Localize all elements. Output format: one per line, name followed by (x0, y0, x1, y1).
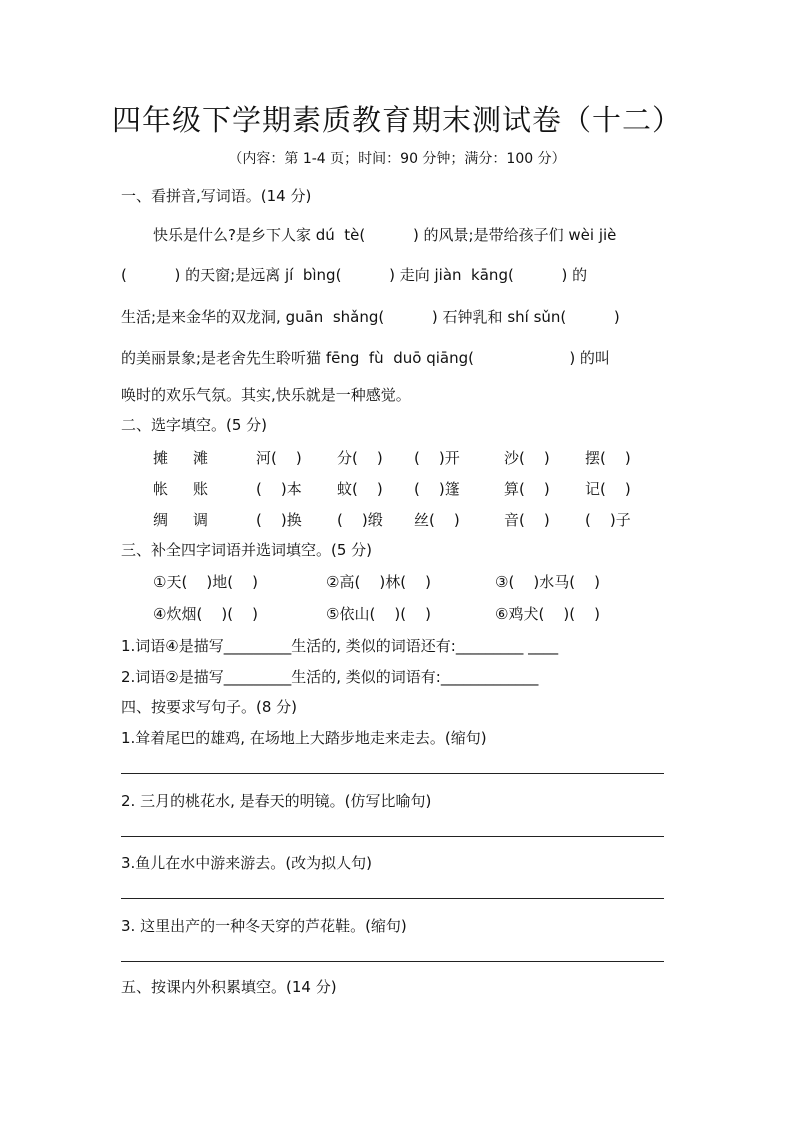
idiom-blank: ⑥鸡犬( )( ) (495, 605, 601, 623)
fill-blank: 沙( ) (504, 449, 550, 467)
section-1-line-5: 唤时的欢乐气氛。其实,快乐就是一种感觉。 (121, 386, 411, 404)
fill-blank: 音( ) (504, 511, 550, 529)
choice-char: 绸 (153, 511, 169, 529)
fill-blank: ( )篷 (414, 480, 460, 498)
choice-char: 帐 (153, 480, 169, 498)
section-4-heading: 四、按要求写句子。(8 分) (121, 698, 298, 716)
idiom-blank: ①天( )地( ) (153, 573, 259, 591)
fill-blank: 蚊( ) (337, 480, 383, 498)
fill-blank: 丝( ) (414, 511, 460, 529)
fill-blank: ( )开 (414, 449, 460, 467)
section-4-item-4: 3. 这里出产的一种冬天穿的芦花鞋。(缩句) (121, 917, 407, 935)
exam-info: （内容：第 1-4 页；时间：90 分钟；满分：100 分） (228, 151, 566, 167)
fill-blank: ( )缎 (337, 511, 383, 529)
fill-blank: 分( ) (337, 449, 383, 467)
section-3-question-2: 2.词语②是描写_________生活的, 类似的词语有:_____________ (121, 668, 539, 686)
answer-line (121, 898, 664, 899)
fill-blank: ( )换 (256, 511, 302, 529)
answer-line (121, 836, 664, 837)
choice-char: 调 (193, 511, 209, 529)
section-1-heading: 一、看拼音,写词语。(14 分) (121, 187, 312, 205)
section-2-heading: 二、选字填空。(5 分) (121, 416, 268, 434)
section-4-item-3: 3.鱼儿在水中游来游去。(改为拟人句) (121, 854, 373, 872)
section-1-line-2: ( ) 的天窗;是远离 jí bìng( ) 走向 jiàn kāng( ) 的 (121, 266, 588, 284)
idiom-blank: ②高( )林( ) (326, 573, 432, 591)
section-4-item-2: 2. 三月的桃花水, 是春天的明镜。(仿写比喻句) (121, 792, 432, 810)
choice-char: 摊 (153, 449, 169, 467)
idiom-blank: ⑤依山( )( ) (326, 605, 432, 623)
answer-line (121, 773, 664, 774)
fill-blank: 算( ) (504, 480, 550, 498)
choice-char: 滩 (193, 449, 209, 467)
fill-blank: ( )子 (585, 511, 631, 529)
section-3-question-1: 1.词语④是描写_________生活的, 类似的词语还有:_________ ____ (121, 637, 559, 655)
section-1-line-1: 快乐是什么?是乡下人家 dú tè( ) 的风景;是带给孩子们 wèi jiè (153, 226, 617, 244)
page-title: 四年级下学期素质教育期末测试卷（十二） (111, 103, 682, 137)
section-3-heading: 三、补全四字词语并选词填空。(5 分) (121, 541, 373, 559)
section-5-heading: 五、按课内外积累填空。(14 分) (121, 978, 337, 996)
answer-line (121, 961, 664, 962)
idiom-blank: ④炊烟( )( ) (153, 605, 259, 623)
section-1-line-4: 的美丽景象;是老舍先生聆听猫 fēng fù duō qiāng( ) 的叫 (121, 349, 610, 367)
choice-char: 账 (193, 480, 209, 498)
fill-blank: ( )本 (256, 480, 302, 498)
fill-blank: 河( ) (256, 449, 302, 467)
idiom-blank: ③( )水马( ) (495, 573, 601, 591)
section-4-item-1: 1.耸着尾巴的雄鸡, 在场地上大踏步地走来走去。(缩句) (121, 729, 487, 747)
section-1-line-3: 生活;是来金华的双龙洞, guān shǎng( ) 石钟乳和 shí sǔn( ) (121, 308, 620, 326)
fill-blank: 记( ) (585, 480, 631, 498)
fill-blank: 摆( ) (585, 449, 631, 467)
